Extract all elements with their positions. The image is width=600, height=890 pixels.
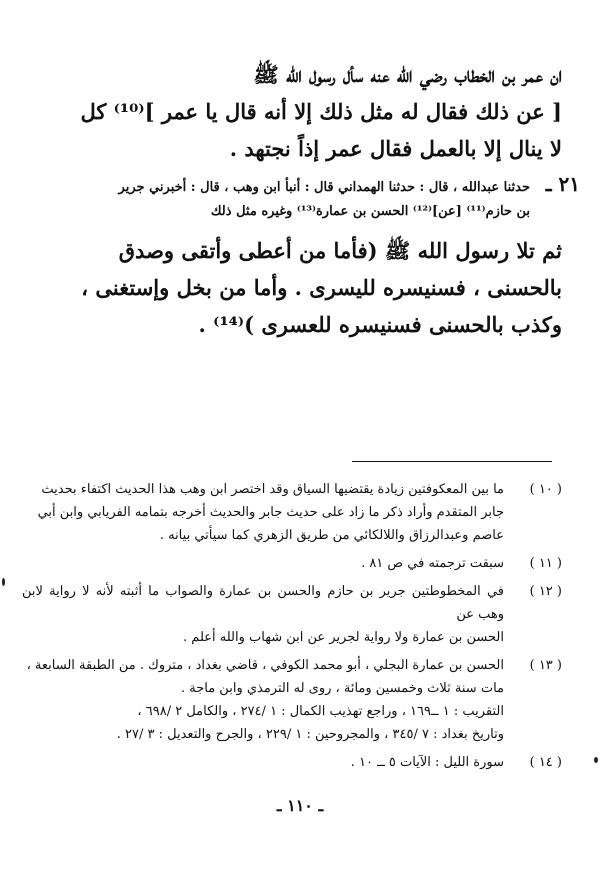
page-number: ـ ١١٠ ـ <box>276 796 324 815</box>
footnote <box>22 478 562 547</box>
hadith-number: ٢١ ـ <box>545 172 580 196</box>
isnad-block <box>52 176 530 224</box>
footnote <box>22 751 562 774</box>
footnote-line: سبقت ترجمته في ص ٨١ . <box>361 556 504 571</box>
footnote <box>22 552 562 575</box>
footnote-text <box>22 751 504 774</box>
footnote-line: مات سنة ثلاث وخمسين ومائة ، روى له الترمذي وابن ماجة . <box>180 681 504 696</box>
matn-text-block <box>42 232 562 343</box>
main-line: [ عن ذلك فقال له مثل ذلك إلا أنه قال يا عمر ]⁽¹⁰⁾ كل <box>80 99 562 124</box>
scan-speck <box>2 578 5 586</box>
footnote <box>22 580 562 649</box>
footnote <box>22 654 562 746</box>
isnad-line: حدثنا عبدالله ، قال : حدثنا الهمداني قال : أنبأ ابن وهب ، قال : أخبرني جرير <box>118 180 530 195</box>
footnotes-section <box>22 478 562 779</box>
footnote-line: وتاريخ بغداد : ٧ /٣٤٥ ، والمجروحين : ١ /٢٢٩ ، والجرح والتعديل : ٣ /٢٧ . <box>116 727 504 742</box>
main-line: لا ينال إلا بالعمل فقال عمر إذاً نجتهد . <box>229 136 562 161</box>
footnote-number: ( ١٤ ) <box>529 755 562 770</box>
footnote-text <box>22 654 504 746</box>
footnote-line: في المخطوطتين جرير بن حازم والحسن بن عمارة والصواب ما أثبته لأنه لا رواية لابن وهب عن <box>22 584 504 622</box>
footnote-number: ( ١٣ ) <box>529 658 562 673</box>
footnote-text <box>22 552 504 575</box>
footnote-text <box>22 580 504 649</box>
main-line: ان عمر بن الخطاب رضي الله عنه سأل رسول الله ﷺ <box>253 62 562 87</box>
footnote-line: ما بين المعكوفتين زيادة يقتضيها السياق وقد اختصر ابن وهب هذا الحديث اكتفاء بحديث <box>41 482 504 497</box>
footnote-line: التقريب : ١ ــ١٦٩ ، وراجع تهذيب الكمال : ١ /٢٧٤ ، والكامل ٢ /٦٩٨ ، <box>137 704 504 719</box>
footnote-divider <box>352 461 552 462</box>
matn-line: وكذب بالحسنى فسنيسره للعسرى )⁽¹⁴⁾ . <box>198 312 562 337</box>
matn-line: بالحسنى ، فسنيسره لليسرى . وأما من بخل وإستغنى ، <box>81 275 562 300</box>
footnote-number: ( ١٢ ) <box>529 584 562 599</box>
footnote-line: سورة الليل : الآيات ٥ ــ ١٠ . <box>350 755 504 770</box>
footnote-line: جابر المتقدم وأراد ذكر ما زاد على حديث جابر والحديث أخرجه بتمامه الفريابي وابن أبي <box>37 505 504 520</box>
footnote-text <box>22 478 504 547</box>
scan-speck <box>594 757 598 763</box>
footnote-number: ( ١٠ ) <box>529 482 562 497</box>
footnote-line: الحسن بن عمارة البجلي ، أبو محمد الكوفي ، قاضي بغداد ، متروك . من الطبقة السابعة ، <box>26 658 504 673</box>
footnote-line: عاصم وعبدالرزاق واللالكائي من طريق الزهري كما سيأتي بيانه . <box>159 528 504 543</box>
isnad-line: بن حازم⁽¹¹⁾ [عن]⁽¹²⁾ الحسن بن عمارة⁽¹³⁾ وغيره مثل ذلك <box>210 204 530 219</box>
footnote-line: الحسن بن عمارة ولا رواية لجرير عن ابن شهاب والله أعلم . <box>183 630 504 645</box>
main-text-block <box>42 56 562 167</box>
matn-line: ثم تلا رسول الله ﷺ (فأما من أعطى وأتقى وصدق <box>118 238 562 263</box>
footnote-number: ( ١١ ) <box>529 556 562 571</box>
